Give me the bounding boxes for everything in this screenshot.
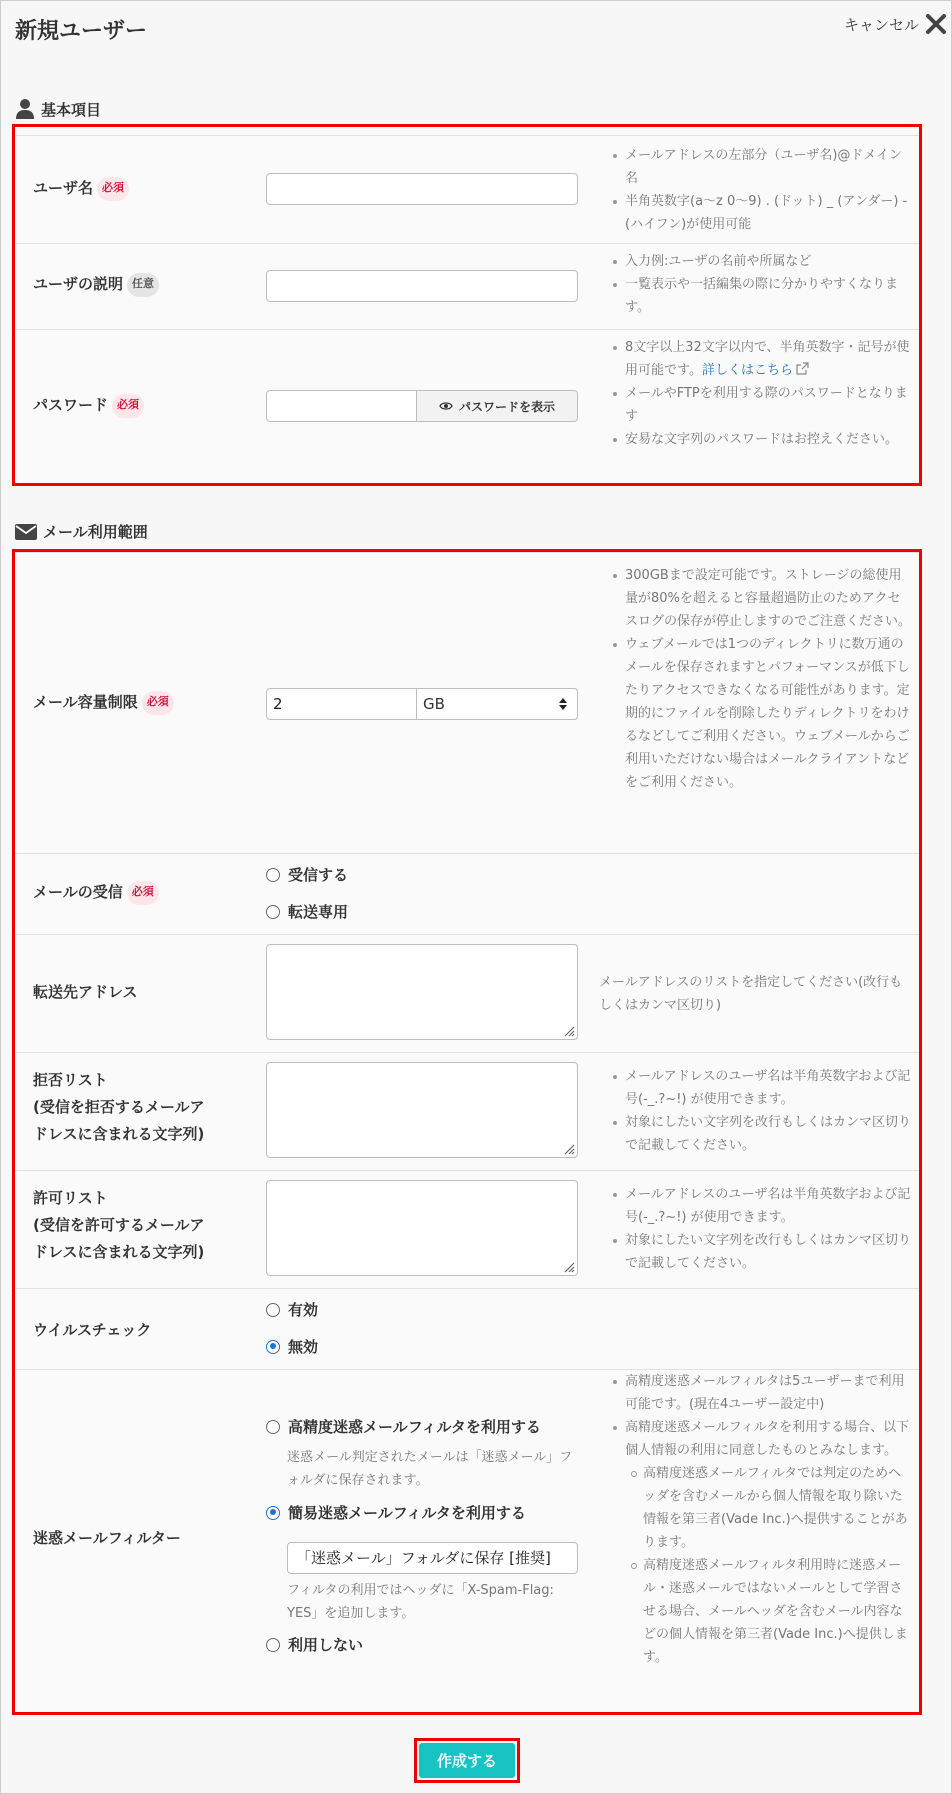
cancel-button[interactable]: [844, 13, 947, 35]
radio-label: 有効: [288, 1301, 319, 1319]
radio-button[interactable]: [266, 905, 280, 919]
note-item: 300GBまで設定可能です。ストレージの総使用量が80%を超えると容量超過防止のためアクセスログの保存が停止しますのでご注意ください。: [613, 564, 913, 633]
description-label-text: ユーザの説明: [33, 275, 124, 293]
spam-label: [33, 1525, 181, 1552]
allow-label: [33, 1185, 205, 1266]
show-password-button[interactable]: [416, 391, 577, 421]
receive-label: [33, 879, 159, 906]
note-item: メールアドレスのユーザ名は半角英数字および記号(-_.?~!) が使用できます。: [613, 1183, 913, 1229]
allow-notes: [613, 1183, 913, 1275]
user-icon: [15, 98, 35, 120]
note-item: 半角英数字(a〜z 0〜9) . (ドット) _ (アンダー) - (ハイフン)が使用可能: [613, 190, 913, 236]
show-password-label: パスワードを表示: [458, 399, 555, 414]
allow-row: [15, 1171, 919, 1289]
password-input[interactable]: [266, 390, 578, 422]
allow-label-line: 許可リスト: [33, 1189, 108, 1207]
updown-icon: [559, 697, 567, 711]
note-item: [613, 336, 913, 382]
section-basic-title: 基本項目: [41, 100, 102, 119]
eye-icon: [439, 401, 453, 411]
spam-action-select[interactable]: 「迷惑メール」フォルダに保存 [推奨]: [287, 1542, 578, 1574]
section-mail-heading: [15, 521, 148, 542]
description-row: [15, 244, 919, 330]
mail-fields-box: [12, 549, 922, 1715]
envelope-icon: [15, 524, 37, 540]
username-input[interactable]: [266, 173, 578, 205]
details-link[interactable]: 詳しくはこちら: [701, 363, 793, 378]
quota-unit-select[interactable]: [417, 689, 577, 719]
note-item: メールアドレスの左部分（ユーザ名)@ドメイン名: [613, 144, 913, 190]
create-button[interactable]: 作成する: [419, 1743, 515, 1778]
username-row: [15, 135, 919, 244]
receive-row: [15, 854, 919, 935]
password-label-text: パスワード: [33, 396, 109, 414]
required-badge: 必須: [127, 881, 159, 905]
radio-label: 簡易迷惑メールフィルタを利用する: [288, 1504, 526, 1522]
radio-label: 利用しない: [288, 1636, 364, 1654]
external-link-icon: [796, 362, 809, 375]
quota-row: [15, 552, 919, 854]
page-title: 新規ユーザー: [15, 19, 148, 44]
note-text: 8文字以上32文字以内で、半角英数字・記号が使用可能です。: [625, 340, 910, 378]
description-label: [33, 271, 159, 298]
cancel-label: キャンセル: [843, 15, 919, 34]
create-button-frame: [414, 1738, 520, 1783]
section-basic-heading: [15, 98, 101, 120]
spam-option-simple[interactable]: [266, 1502, 526, 1523]
forward-textarea[interactable]: [266, 944, 578, 1040]
radio-button[interactable]: [266, 1420, 280, 1434]
quota-label: [33, 689, 174, 716]
resize-grip-icon[interactable]: [561, 1141, 575, 1155]
receive-option-forward-only[interactable]: [266, 901, 348, 922]
note-item: メールアドレスのユーザ名は半角英数字および記号(-_.?~!) が使用できます。: [613, 1065, 913, 1111]
note-item: 高精度迷惑メールフィルタを利用する場合、以下個人情報の利用に同意したものとみなします。: [613, 1416, 913, 1462]
required-badge: 必須: [142, 691, 174, 715]
sub-note-item: 高精度迷惑メールフィルタ利用時に迷惑メール・迷惑メールではないメールとして学習させる場合、メールヘッダを含むメール内容などの個人情報を第三者(Vade Inc.)へ提供します。: [613, 1554, 913, 1669]
virus-label: [33, 1317, 151, 1344]
forward-label-text: 転送先アドレス: [33, 983, 138, 1001]
optional-badge: 任意: [127, 273, 159, 297]
receive-option-receive[interactable]: [266, 864, 348, 885]
allow-textarea[interactable]: [266, 1180, 578, 1276]
username-label-text: ユーザ名: [33, 179, 94, 197]
deny-label: [33, 1067, 205, 1148]
virus-row: [15, 1289, 919, 1370]
note-item: 対象にしたい文字列を改行もしくはカンマ区切りで記載してください。: [613, 1111, 913, 1157]
note-item: 安易な文字列のパスワードはお控えください。: [613, 428, 913, 451]
radio-label: 転送専用: [288, 903, 349, 921]
radio-button[interactable]: [266, 868, 280, 882]
password-notes: [613, 336, 913, 451]
spam-simple-hint: フィルタの利用ではヘッダに「X-Spam-Flag: YES」を追加します。: [287, 1583, 554, 1621]
spam-option-none[interactable]: [266, 1634, 363, 1655]
forward-hint: メールアドレスのリストを指定してください(改行もしくはカンマ区切り): [599, 975, 903, 1013]
spam-notes: [613, 1370, 913, 1669]
note-item: メールやFTPを利用する際のパスワードとなります: [613, 382, 913, 428]
password-label: [33, 392, 144, 419]
required-badge: 必須: [112, 394, 144, 418]
spam-advanced-hint: 迷惑メール判定されたメールは「迷惑メール」フォルダに保存されます。: [287, 1450, 573, 1488]
note-item: 一覧表示や一括編集の際に分かりやすくなります。: [613, 273, 913, 319]
radio-button[interactable]: [266, 1303, 280, 1317]
required-badge: 必須: [97, 177, 129, 201]
deny-label-line: (受信を拒否するメールア: [33, 1098, 205, 1116]
password-row: [15, 330, 919, 483]
radio-button[interactable]: [266, 1638, 280, 1652]
virus-option-disabled[interactable]: [266, 1336, 318, 1357]
allow-label-line: (受信を許可するメールア: [33, 1216, 205, 1234]
radio-button-selected[interactable]: [266, 1340, 280, 1354]
spam-label-text: 迷惑メールフィルター: [33, 1529, 181, 1547]
radio-label: 高精度迷惑メールフィルタを利用する: [288, 1418, 541, 1436]
close-icon: [925, 13, 947, 35]
virus-label-text: ウイルスチェック: [33, 1321, 152, 1339]
radio-label: 無効: [288, 1338, 319, 1356]
deny-notes: [613, 1065, 913, 1157]
radio-button-selected[interactable]: [266, 1506, 280, 1520]
forward-label: [33, 979, 138, 1006]
resize-grip-icon[interactable]: [561, 1023, 575, 1037]
deny-label-line: ドレスに含まれる文字列): [33, 1125, 205, 1143]
deny-row: [15, 1053, 919, 1171]
quota-unit-value: GB: [423, 695, 445, 713]
spam-row: [15, 1370, 919, 1712]
receive-label-text: メールの受信: [33, 883, 123, 901]
note-item: 入力例:ユーザの名前や所属など: [613, 250, 913, 273]
username-label: [33, 175, 129, 202]
forward-row: [15, 935, 919, 1053]
section-mail-title: メール利用範囲: [43, 523, 148, 541]
note-item: 高精度迷惑メールフィルタは5ユーザーまで利用可能です。(現在4ユーザー設定中): [613, 1370, 913, 1416]
username-notes: [613, 144, 913, 236]
spam-option-advanced[interactable]: [266, 1416, 541, 1437]
note-item: 対象にしたい文字列を改行もしくはカンマ区切りで記載してください。: [613, 1229, 913, 1275]
quota-field: [266, 688, 578, 720]
quota-input[interactable]: 2: [267, 689, 417, 719]
sub-note-item: 高精度迷惑メールフィルタでは判定のためヘッダを含むメールから個人情報を取り除いた情報を第三者(Vade Inc.)へ提供することがあります。: [613, 1462, 913, 1554]
description-input[interactable]: [266, 270, 578, 302]
deny-label-line: 拒否リスト: [33, 1071, 108, 1089]
description-notes: [613, 250, 913, 319]
virus-option-enabled[interactable]: [266, 1299, 318, 1320]
deny-textarea[interactable]: [266, 1062, 578, 1158]
quota-label-text: メール容量制限: [33, 693, 138, 711]
allow-label-line: ドレスに含まれる文字列): [33, 1243, 205, 1261]
basic-fields-box: [12, 124, 922, 486]
resize-grip-icon[interactable]: [561, 1259, 575, 1273]
radio-label: 受信する: [288, 866, 349, 884]
note-item: ウェブメールでは1つのディレクトリに数万通のメールを保存されますとパフォーマンスが低下したりアクセスできなくなる可能性があります。定期的にファイルを削除したりディレクトリをわけるなどしてご利用ください。ウェブメールからご利用いただけない場合はメールクライアントなどをご利用ください。: [613, 633, 913, 794]
quota-notes: [613, 564, 913, 794]
